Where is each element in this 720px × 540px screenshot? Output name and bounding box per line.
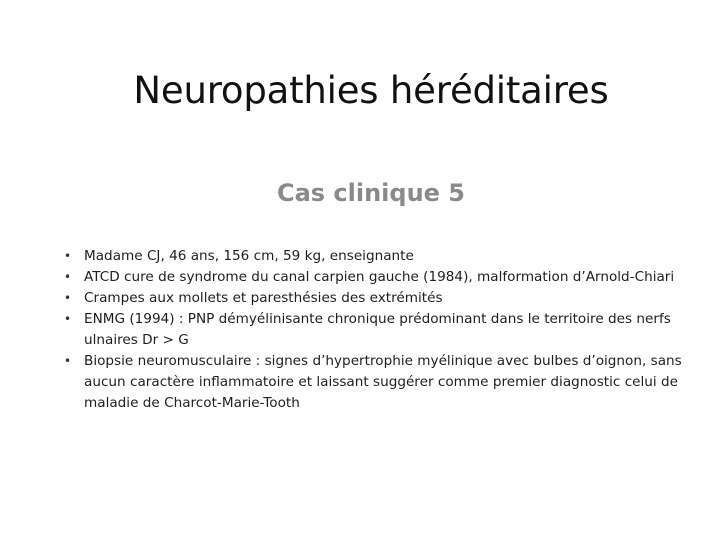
bullet-item [64, 351, 716, 414]
bullet-icon: • [64, 249, 72, 263]
slide-subtitle: Cas clinique 5 [276, 179, 466, 207]
bullet-text: Crampes aux mollets et paresthésies des extrémités [84, 290, 443, 306]
bullet-list [64, 246, 716, 414]
bullet-text: ENMG (1994) : PNP démyélinisante chronique prédominant dans le territoire des nerfs ulnaires Dr > G [84, 311, 671, 348]
bullet-text: ATCD cure de syndrome du canal carpien gauche (1984), malformation d’Arnold-Chiari [84, 269, 675, 285]
bullet-item [64, 246, 716, 267]
bullet-icon: • [64, 270, 72, 284]
bullet-item [64, 267, 716, 288]
bullet-icon: • [64, 312, 72, 326]
bullet-text: Biopsie neuromusculaire : signes d’hypertrophie myélinique avec bulbes d’oignon, sans aucun caractère inflammatoire et laissant suggérer comme premier diagnostic celui de maladie de Charcot-Marie-Tooth [84, 353, 682, 411]
slide-title: Neuropathies héréditaires [133, 69, 609, 112]
bullet-icon: • [64, 354, 72, 368]
bullet-icon: • [64, 291, 72, 305]
bullet-item [64, 288, 716, 309]
bullet-item [64, 309, 716, 351]
bullet-text: Madame CJ, 46 ans, 156 cm, 59 kg, enseignante [84, 248, 414, 264]
